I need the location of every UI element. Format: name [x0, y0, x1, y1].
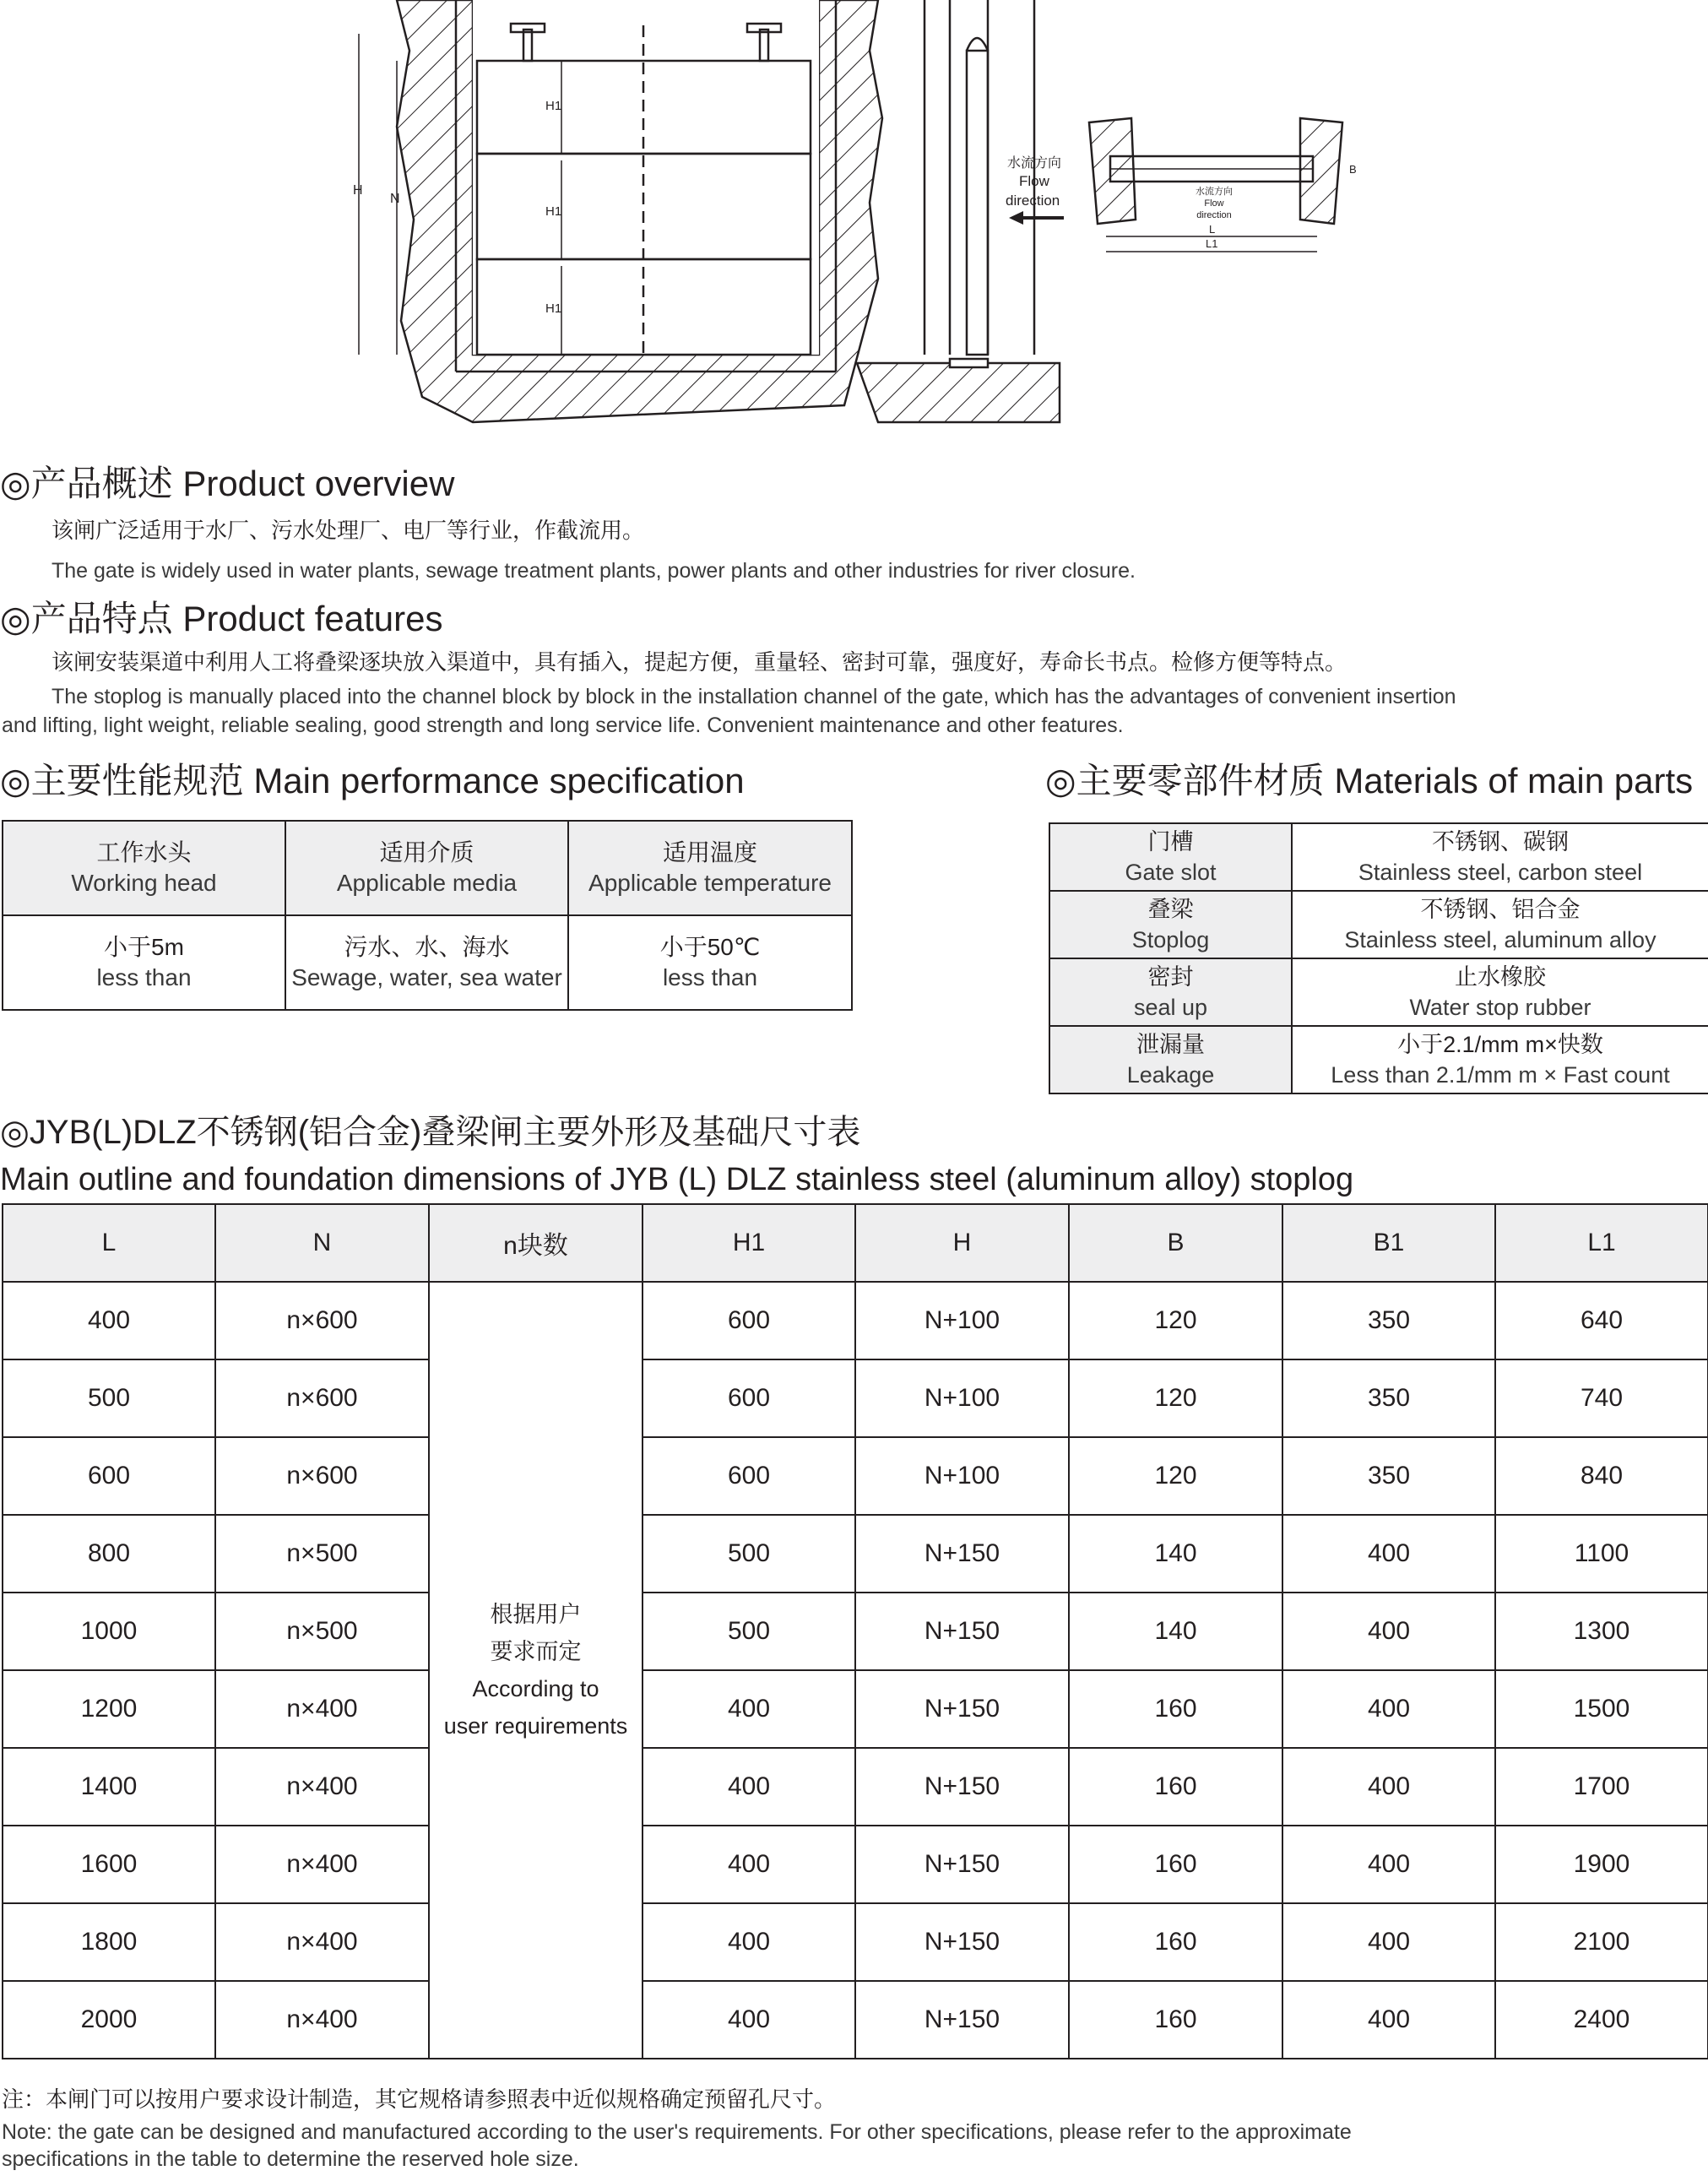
table-row: [3, 1359, 1708, 1437]
table-cell: 640: [1495, 1282, 1708, 1359]
flow-arrow-icon: [1009, 211, 1064, 225]
table-cell: n×600: [215, 1437, 429, 1515]
plan-dim-l1: L1: [1206, 237, 1218, 250]
table-cell: 1500: [1495, 1670, 1708, 1748]
table-cell: 400: [643, 1670, 855, 1748]
table-cell: 400: [1282, 1515, 1495, 1593]
table-cell: N+150: [855, 1593, 1069, 1670]
flow-label-cn: 水流方向: [1007, 156, 1062, 171]
table-cell: 1700: [1495, 1748, 1708, 1826]
materials-part-cell: 门槽 Gate slot: [1049, 823, 1292, 891]
table-cell: N+150: [855, 1903, 1069, 1981]
table-cell: 600: [643, 1359, 855, 1437]
performance-header-cell: 适用温度 Applicable temperature: [568, 821, 852, 915]
performance-header-cell: 适用介质 Applicable media: [285, 821, 568, 915]
table-cell: 400: [1282, 1903, 1495, 1981]
side-view: [857, 0, 1060, 422]
table-cell: 2100: [1495, 1903, 1708, 1981]
materials-part-cell: 密封 seal up: [1049, 958, 1292, 1026]
table-cell: 500: [3, 1359, 215, 1437]
table-row: [3, 1903, 1708, 1981]
table-cell: 2400: [1495, 1981, 1708, 2059]
plan-view: [1089, 118, 1342, 252]
table-cell: 2000: [3, 1981, 215, 2059]
table-cell: 160: [1069, 1748, 1282, 1826]
dimensions-header-cell: L1: [1495, 1204, 1708, 1282]
performance-value-cell: 小于5m less than: [3, 915, 285, 1010]
materials-part-cell: 泄漏量 Leakage: [1049, 1026, 1292, 1093]
plan-flow-label-en-1: Flow: [1204, 198, 1224, 209]
overview-text-cn: 该闸广泛适用于水厂、污水处理厂、电厂等行业，作截流用。: [52, 518, 645, 543]
dim-label-h1-1: H1: [545, 99, 562, 113]
performance-table: [2, 820, 853, 1011]
table-cell: 600: [643, 1437, 855, 1515]
table-row: [3, 1515, 1708, 1593]
table-cell: 160: [1069, 1903, 1282, 1981]
dimensions-table: [2, 1203, 1708, 2059]
materials-material-cell: 不锈钢、碳钢 Stainless steel, carbon steel: [1292, 823, 1708, 891]
table-row: [3, 1981, 1708, 2059]
flow-label-en-1: Flow: [1019, 173, 1049, 189]
table-cell: 140: [1069, 1515, 1282, 1593]
table-cell: 400: [1282, 1748, 1495, 1826]
materials-material-cell: 不锈钢、铝合金 Stainless steel, aluminum alloy: [1292, 891, 1708, 958]
dimensions-header-cell: B1: [1282, 1204, 1495, 1282]
dimensions-header-cell: L: [3, 1204, 215, 1282]
table-row: [3, 1826, 1708, 1903]
table-cell: n×400: [215, 1748, 429, 1826]
dimensions-header-cell: N: [215, 1204, 429, 1282]
dimensions-header-cell: B: [1069, 1204, 1282, 1282]
overview-text-en: The gate is widely used in water plants, sewage treatment plants, power plants and other industries for river closure.: [52, 559, 1136, 583]
table-cell: n×400: [215, 1826, 429, 1903]
performance-value-cell: 污水、水、海水 Sewage, water, sea water: [285, 915, 568, 1010]
plan-flow-label-cn: 水流方向: [1196, 187, 1233, 197]
table-cell: N+100: [855, 1437, 1069, 1515]
table-cell: n×600: [215, 1359, 429, 1437]
table-cell: n×500: [215, 1593, 429, 1670]
table-cell: n×400: [215, 1670, 429, 1748]
flow-label-en-2: direction: [1006, 193, 1060, 209]
performance-title: ◎主要性能规范 Main performance specification: [0, 761, 745, 800]
features-text-en-2: and lifting, light weight, reliable sealing, good strength and long service life. Convenient maintenance and other features.: [2, 714, 1124, 737]
table-cell: 400: [643, 1903, 855, 1981]
table-cell: 1100: [1495, 1515, 1708, 1593]
table-cell: N+100: [855, 1282, 1069, 1359]
table-row: [3, 1282, 1708, 1359]
table-cell: 400: [1282, 1670, 1495, 1748]
dimensions-title-en: Main outline and foundation dimensions of JYB (L) DLZ stainless steel (aluminum alloy) stoplog: [0, 1162, 1354, 1197]
table-cell: 800: [3, 1515, 215, 1593]
table-cell: n×400: [215, 1981, 429, 2059]
dimensions-header-cell: n块数: [429, 1204, 643, 1282]
materials-material-cell: 小于2.1/mm m×快数 Less than 2.1/mm m × Fast count: [1292, 1026, 1708, 1093]
table-row: [3, 1593, 1708, 1670]
table-cell: n×400: [215, 1903, 429, 1981]
note-cn: 注：本闸门可以按用户要求设计制造，其它规格请参照表中近似规格确定预留孔尺寸。: [2, 2086, 837, 2112]
table-cell: 400: [643, 1981, 855, 2059]
table-cell: N+150: [855, 1515, 1069, 1593]
features-title: ◎产品特点 Product features: [0, 599, 443, 638]
materials-row: [1049, 891, 1708, 958]
performance-value-row: [3, 915, 852, 1010]
materials-row: [1049, 958, 1708, 1026]
table-cell: 740: [1495, 1359, 1708, 1437]
materials-title: ◎主要零部件材质 Materials of main parts: [1045, 761, 1694, 800]
table-row: [3, 1437, 1708, 1515]
merged-cell-user-requirements: 根据用户 要求而定 According to user requirements: [429, 1282, 643, 2059]
dim-label-h: H: [353, 183, 363, 198]
table-cell: 1300: [1495, 1593, 1708, 1670]
table-cell: 600: [643, 1282, 855, 1359]
table-cell: 160: [1069, 1826, 1282, 1903]
table-cell: 1900: [1495, 1826, 1708, 1903]
table-cell: 400: [1282, 1981, 1495, 2059]
table-cell: 1000: [3, 1593, 215, 1670]
table-cell: 350: [1282, 1437, 1495, 1515]
table-cell: 400: [3, 1282, 215, 1359]
materials-table: [1049, 822, 1708, 1094]
table-cell: 350: [1282, 1359, 1495, 1437]
features-text-cn: 该闸安装渠道中利用人工将叠梁逐块放入渠道中，具有插入，提起方便，重量轻、密封可靠，强度好，寿命长书点。检修方便等特点。: [52, 649, 1347, 675]
table-row: [3, 1748, 1708, 1826]
materials-part-cell: 叠梁 Stoplog: [1049, 891, 1292, 958]
features-text-en-1: The stoplog is manually placed into the channel block by block in the installation channel of the gate, which has the advantages of convenient insertion: [52, 685, 1456, 708]
table-cell: 840: [1495, 1437, 1708, 1515]
performance-value-cell: 小于50℃ less than: [568, 915, 852, 1010]
table-cell: N+150: [855, 1670, 1069, 1748]
table-cell: 1800: [3, 1903, 215, 1981]
table-cell: 1200: [3, 1670, 215, 1748]
table-cell: N+150: [855, 1981, 1069, 2059]
dimensions-header-cell: H1: [643, 1204, 855, 1282]
table-cell: 400: [643, 1748, 855, 1826]
table-cell: 400: [1282, 1593, 1495, 1670]
dimensions-header-cell: H: [855, 1204, 1069, 1282]
table-cell: 120: [1069, 1437, 1282, 1515]
plan-dim-l: L: [1209, 223, 1216, 236]
plan-flow-label-en-2: direction: [1196, 210, 1232, 220]
table-cell: 120: [1069, 1282, 1282, 1359]
materials-material-cell: 止水橡胶 Water stop rubber: [1292, 958, 1708, 1026]
note-en-1: Note: the gate can be designed and manufactured according to the user's requirements. For other specifications, please refer to the approximate: [2, 2120, 1352, 2144]
performance-header-cell: 工作水头 Working head: [3, 821, 285, 915]
materials-row: [1049, 823, 1708, 891]
dimensions-title-cn: ◎JYB(L)DLZ不锈钢(铝合金)叠梁闸主要外形及基础尺寸表: [0, 1114, 861, 1151]
plan-dim-b: B: [1349, 163, 1357, 176]
table-cell: N+100: [855, 1359, 1069, 1437]
dim-label-h1-2: H1: [545, 204, 562, 219]
table-cell: n×500: [215, 1515, 429, 1593]
table-cell: 350: [1282, 1282, 1495, 1359]
table-cell: 400: [1282, 1826, 1495, 1903]
dimensions-header-row: [3, 1204, 1708, 1282]
table-cell: N+150: [855, 1748, 1069, 1826]
overview-title: ◎产品概述 Product overview: [0, 464, 455, 503]
table-cell: n×600: [215, 1282, 429, 1359]
table-cell: 160: [1069, 1670, 1282, 1748]
table-cell: N+150: [855, 1826, 1069, 1903]
note-en-2: specifications in the table to determine the reserved hole size.: [2, 2147, 579, 2171]
dim-label-h1-3: H1: [545, 301, 562, 316]
table-cell: 140: [1069, 1593, 1282, 1670]
table-cell: 600: [3, 1437, 215, 1515]
table-row: [3, 1670, 1708, 1748]
table-cell: 1600: [3, 1826, 215, 1903]
materials-row: [1049, 1026, 1708, 1093]
table-cell: 500: [643, 1515, 855, 1593]
table-cell: 400: [643, 1826, 855, 1903]
table-cell: 1400: [3, 1748, 215, 1826]
table-cell: 120: [1069, 1359, 1282, 1437]
performance-header-row: [3, 821, 852, 915]
dim-label-n: N: [390, 192, 400, 206]
table-cell: 500: [643, 1593, 855, 1670]
table-cell: 160: [1069, 1981, 1282, 2059]
technical-drawing: [0, 0, 1708, 439]
